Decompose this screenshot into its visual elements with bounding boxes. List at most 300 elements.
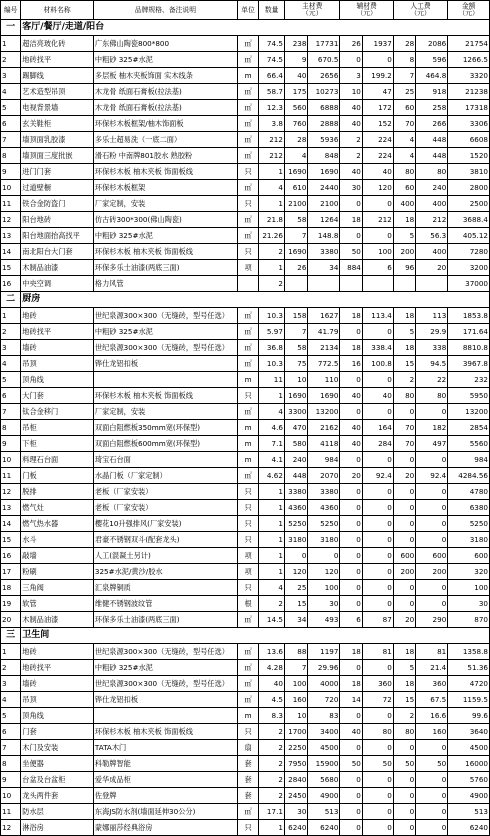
table-cell: 30: [340, 180, 362, 196]
table-cell: 0: [362, 404, 393, 420]
table-cell: 6888: [308, 100, 340, 116]
table-cell: 18: [1, 580, 21, 596]
table-cell: ㎡: [237, 36, 258, 52]
table-cell: 20: [393, 612, 415, 628]
table-cell: 阳台地砖: [21, 212, 94, 228]
table-cell: 200: [416, 564, 448, 580]
table-cell: 吊顶: [21, 692, 94, 708]
table-cell: 11: [259, 372, 285, 388]
table-cell: 18: [340, 676, 362, 692]
table-cell: 360: [362, 676, 393, 692]
table-cell: 0: [340, 372, 362, 388]
table-cell: 4: [1, 692, 21, 708]
table-cell: 扇: [237, 740, 258, 756]
table-cell: 760: [284, 116, 307, 132]
table-cell: 81: [416, 644, 448, 660]
table-cell: 0: [416, 500, 448, 516]
table-cell: 3380: [308, 484, 340, 500]
table-cell: 粉刷: [21, 564, 94, 580]
table-cell: 0: [416, 484, 448, 500]
table-cell: 58.7: [259, 84, 285, 100]
table-cell: 5950: [448, 388, 490, 404]
table-row: [1, 708, 490, 724]
table-cell: 坐便器: [21, 756, 94, 772]
table-cell: 0: [416, 772, 448, 788]
table-cell: 0: [362, 596, 393, 612]
table-cell: 5680: [308, 772, 340, 788]
table-cell: 2: [259, 724, 285, 740]
table-cell: 360: [416, 676, 448, 692]
table-cell: 0: [393, 740, 415, 756]
table-cell: 60: [393, 100, 415, 116]
table-cell: 只: [237, 196, 258, 212]
table-cell: 2: [259, 772, 285, 788]
table-cell: 7: [284, 660, 307, 676]
table-cell: ㎡: [237, 84, 258, 100]
table-cell: 吊柜: [21, 420, 94, 436]
table-cell: 56.3: [416, 228, 448, 244]
table-cell: 199.2: [362, 68, 393, 84]
table-cell: 596: [416, 52, 448, 68]
table-cell: 338: [416, 340, 448, 356]
table-cell: 40: [340, 420, 362, 436]
table-cell: 47: [362, 84, 393, 100]
table-cell: 17731: [308, 36, 340, 52]
table-cell: 984: [448, 452, 490, 468]
table-cell: 6380: [448, 500, 490, 516]
table-cell: 258: [416, 100, 448, 116]
table-cell: 200: [393, 244, 415, 260]
table-cell: 984: [308, 452, 340, 468]
table-cell: 497: [416, 436, 448, 452]
table-body: [1, 20, 490, 836]
table-row: [1, 532, 490, 548]
table-cell: 0: [284, 548, 307, 564]
table-cell: 870: [448, 612, 490, 628]
table-cell: 2: [1, 324, 21, 340]
table-cell: 0: [362, 788, 393, 804]
table-row: [1, 68, 490, 84]
table-cell: 3380: [284, 484, 307, 500]
table-cell: ㎡: [237, 324, 258, 340]
table-cell: 4900: [448, 788, 490, 804]
table-cell: 7: [284, 324, 307, 340]
table-cell: 中粗砂 325#水泥: [93, 228, 237, 244]
table-row: [1, 788, 490, 804]
table-cell: 1358.8: [448, 644, 490, 660]
table-cell: 152: [362, 116, 393, 132]
table-cell: 0: [340, 452, 362, 468]
table-cell: 套: [237, 772, 258, 788]
table-cell: 0: [416, 516, 448, 532]
table-cell: 18: [393, 308, 415, 324]
table-cell: 0: [416, 820, 448, 836]
table-cell: 环保杉木板 柚木夹板 饰面板线: [93, 164, 237, 180]
table-row: [1, 164, 490, 180]
table-cell: 81: [362, 644, 393, 660]
table-cell: 3320: [448, 68, 490, 84]
table-cell: 17318: [448, 100, 490, 116]
table-cell: 3.8: [259, 116, 285, 132]
table-cell: 铧仕龙铝扣板: [93, 356, 237, 372]
table-cell: 12: [1, 820, 21, 836]
table-cell: 13200: [448, 404, 490, 420]
table-cell: 顶角线: [21, 708, 94, 724]
table-cell: 13: [1, 500, 21, 516]
table-cell: 29.9: [416, 324, 448, 340]
table-cell: 过道壁橱: [21, 180, 94, 196]
table-row: [1, 132, 490, 148]
table-cell: 212: [259, 148, 285, 164]
table-cell: 1: [259, 548, 285, 564]
table-cell: m: [237, 452, 258, 468]
table-cell: 2: [259, 756, 285, 772]
table-cell: 15: [393, 356, 415, 372]
table-cell: 9: [1, 772, 21, 788]
table-cell: 环保杉木板 柚木夹板 饰面板线: [93, 724, 237, 740]
table-cell: 30: [284, 804, 307, 820]
table-cell: ㎡: [237, 116, 258, 132]
table-row: [1, 676, 490, 692]
table-cell: 30: [308, 596, 340, 612]
table-cell: 560: [284, 100, 307, 116]
table-cell: 100: [308, 580, 340, 596]
table-cell: TATA木门: [93, 740, 237, 756]
table-cell: 世纪泉源300×300（无缝砖，型号任选）: [93, 644, 237, 660]
table-row: [1, 244, 490, 260]
table-cell: 0: [340, 804, 362, 820]
table-cell: 41.79: [308, 324, 340, 340]
table-cell: 4: [259, 180, 285, 196]
table-cell: 26: [284, 260, 307, 276]
table-cell: 5: [1, 372, 21, 388]
table-cell: 50: [416, 756, 448, 772]
table-cell: 墙顶面三度批嵌: [21, 148, 94, 164]
table-cell: 610: [284, 180, 307, 196]
table-cell: 0: [340, 228, 362, 244]
table-cell: 0: [362, 564, 393, 580]
table-cell: 中央空调: [21, 276, 94, 292]
header-row: [1, 1, 490, 20]
table-cell: 1: [259, 564, 285, 580]
table-cell: 21238: [448, 84, 490, 100]
table-cell: 17: [1, 564, 21, 580]
table-cell: 50: [340, 244, 362, 260]
table-cell: 3: [1, 68, 21, 84]
table-row: [1, 724, 490, 740]
table-cell: 多乐士超易洗（一底二面）: [93, 132, 237, 148]
table-cell: 阳台地面抬高找平: [21, 228, 94, 244]
table-cell: 70: [393, 116, 415, 132]
table-cell: 汇泉牌铜质: [93, 580, 237, 596]
table-cell: 100: [284, 676, 307, 692]
table-cell: 3306: [448, 116, 490, 132]
table-cell: 15: [284, 596, 307, 612]
table-cell: 470: [284, 420, 307, 436]
table-cell: 40: [340, 116, 362, 132]
table-cell: 0: [416, 740, 448, 756]
table-cell: 8: [1, 420, 21, 436]
table-cell: 3180: [308, 532, 340, 548]
table-row: [1, 36, 490, 52]
table-cell: 下柜: [21, 436, 94, 452]
table-cell: 0: [362, 516, 393, 532]
table-cell: 樱花10升强排风(厂家安装): [93, 516, 237, 532]
table-cell: 2100: [308, 196, 340, 212]
table-cell: 广东佛山陶瓷800*800: [93, 36, 237, 52]
table-cell: 5936: [308, 132, 340, 148]
section-title: 厨房: [21, 292, 490, 308]
table-cell: 吊顶: [21, 356, 94, 372]
table-cell: 3: [1, 340, 21, 356]
table-cell: m: [237, 436, 258, 452]
table-cell: 10: [1, 180, 21, 196]
table-cell: 敲墙: [21, 548, 94, 564]
table-cell: 2500: [448, 196, 490, 212]
table-cell: 木龙骨 纸面石膏板(拉法基): [93, 100, 237, 116]
table-row: [1, 404, 490, 420]
table-cell: 2450: [284, 788, 307, 804]
table-cell: 4360: [284, 500, 307, 516]
table-row: [1, 644, 490, 660]
table-cell: 1: [259, 260, 285, 276]
table-cell: 80: [416, 388, 448, 404]
table-row: [1, 500, 490, 516]
table-cell: 6608: [448, 132, 490, 148]
table-cell: m: [237, 420, 258, 436]
table-cell: 40: [284, 68, 307, 84]
table-cell: 2: [259, 788, 285, 804]
table-cell: 320: [448, 564, 490, 580]
table-cell: ㎡: [237, 340, 258, 356]
table-cell: [393, 276, 415, 292]
col-qty: 数量: [259, 1, 285, 20]
table-cell: 1: [259, 164, 285, 180]
table-cell: 12: [1, 212, 21, 228]
table-cell: 地砖: [21, 644, 94, 660]
table-cell: 50: [362, 756, 393, 772]
table-cell: 7: [1, 740, 21, 756]
table-row: [1, 260, 490, 276]
table-cell: 1: [259, 532, 285, 548]
table-cell: m: [237, 68, 258, 84]
table-cell: 9: [1, 164, 21, 180]
section-number: 二: [1, 292, 21, 308]
table-cell: 地砖找平: [21, 52, 94, 68]
table-cell: 1: [259, 500, 285, 516]
table-cell: 0: [340, 772, 362, 788]
table-cell: 0: [393, 772, 415, 788]
table-cell: 只: [237, 724, 258, 740]
table-cell: 中粗砂 325#水泥: [93, 52, 237, 68]
table-cell: 0: [340, 564, 362, 580]
table-cell: 5: [393, 660, 415, 676]
table-cell: 2: [340, 148, 362, 164]
table-cell: 木门及安装: [21, 740, 94, 756]
table-cell: 0: [340, 580, 362, 596]
table-cell: 40: [362, 388, 393, 404]
table-cell: 120: [284, 564, 307, 580]
table-cell: 只: [237, 388, 258, 404]
table-cell: 0: [416, 788, 448, 804]
table-cell: 37000: [448, 276, 490, 292]
table-cell: 224: [362, 148, 393, 164]
col-num: 编号: [1, 1, 21, 20]
table-cell: 110: [308, 372, 340, 388]
table-cell: 113: [416, 308, 448, 324]
table-cell: 大门套: [21, 388, 94, 404]
table-cell: 0: [416, 596, 448, 612]
table-cell: 405.12: [448, 228, 490, 244]
table-cell: 100: [362, 244, 393, 260]
table-cell: 1: [259, 196, 285, 212]
table-cell: 0: [393, 516, 415, 532]
table-cell: 4: [393, 148, 415, 164]
table-cell: 1: [259, 516, 285, 532]
table-cell: ㎡: [237, 404, 258, 420]
table-cell: 19: [1, 596, 21, 612]
table-cell: 0: [416, 452, 448, 468]
table-cell: 0: [362, 580, 393, 596]
table-cell: 滑石粉 中南牌801胶水 熟胶粉: [93, 148, 237, 164]
table-cell: 10.3: [259, 356, 285, 372]
table-cell: 1937: [362, 36, 393, 52]
table-cell: 2: [259, 596, 285, 612]
table-cell: 0: [340, 52, 362, 68]
table-cell: 6: [1, 116, 21, 132]
table-cell: ㎡: [237, 180, 258, 196]
table-cell: 158: [284, 308, 307, 324]
table-cell: 项: [237, 548, 258, 564]
table-cell: ㎡: [237, 356, 258, 372]
table-cell: 6: [362, 260, 393, 276]
table-cell: 木制品油漆: [21, 612, 94, 628]
table-row: [1, 612, 490, 628]
table-row: [1, 100, 490, 116]
table-cell: 1: [259, 820, 285, 836]
table-row: [1, 564, 490, 580]
table-cell: 70: [393, 420, 415, 436]
table-cell: 2656: [308, 68, 340, 84]
table-cell: 16: [1, 548, 21, 564]
table-cell: 72: [362, 692, 393, 708]
table-cell: 772.5: [308, 356, 340, 372]
table-cell: 0: [362, 372, 393, 388]
table-cell: 10: [284, 372, 307, 388]
table-cell: 9: [284, 52, 307, 68]
table-cell: 16000: [448, 756, 490, 772]
table-cell: 木制品油漆: [21, 260, 94, 276]
table-cell: 0: [340, 484, 362, 500]
table-cell: 4: [393, 132, 415, 148]
table-cell: 2100: [284, 196, 307, 212]
table-cell: 环保杉木板框架: [93, 180, 237, 196]
table-cell: 99.6: [448, 708, 490, 724]
table-cell: 18: [340, 644, 362, 660]
table-cell: 30: [448, 596, 490, 612]
table-cell: 1690: [308, 164, 340, 180]
table-cell: 厂家定制，安装: [93, 196, 237, 212]
table-cell: 175: [284, 84, 307, 100]
table-cell: 40: [340, 164, 362, 180]
table-cell: 4: [284, 148, 307, 164]
table-cell: 2250: [284, 740, 307, 756]
table-cell: 22: [416, 372, 448, 388]
table-cell: 7280: [448, 244, 490, 260]
table-cell: 513: [448, 804, 490, 820]
table-cell: 8810.8: [448, 340, 490, 356]
table-cell: 0: [340, 596, 362, 612]
table-cell: 2840: [284, 772, 307, 788]
table-cell: 5250: [284, 516, 307, 532]
table-cell: 墙砖: [21, 676, 94, 692]
table-cell: 3400: [308, 724, 340, 740]
table-cell: 5250: [448, 516, 490, 532]
table-cell: 10: [340, 84, 362, 100]
table-cell: 21754: [448, 36, 490, 52]
table-cell: 老板（厂家安装）: [93, 500, 237, 516]
table-cell: 0: [340, 500, 362, 516]
table-cell: 172: [362, 100, 393, 116]
table-cell: 284: [362, 436, 393, 452]
table-cell: 4.6: [259, 420, 285, 436]
table-cell: 地砖找平: [21, 324, 94, 340]
table-cell: 淋浴房: [21, 820, 94, 836]
table-cell: 0: [393, 532, 415, 548]
table-row: [1, 324, 490, 340]
table-cell: 1: [259, 484, 285, 500]
table-cell: 3: [340, 68, 362, 84]
table-cell: 燃气灶: [21, 500, 94, 516]
col-brand: 品牌规格、备注说明: [93, 1, 237, 20]
table-cell: 科勒牌智能: [93, 756, 237, 772]
table-cell: 0: [393, 580, 415, 596]
table-cell: 87: [362, 612, 393, 628]
table-row: [1, 692, 490, 708]
table-cell: 74.5: [259, 52, 285, 68]
section-header: [1, 20, 490, 36]
table-cell: 0: [340, 788, 362, 804]
table-cell: 92.4: [362, 468, 393, 484]
table-cell: 台盆及台盆柜: [21, 772, 94, 788]
table-cell: 80: [393, 724, 415, 740]
table-row: [1, 228, 490, 244]
table-row: [1, 484, 490, 500]
table-cell: 钛合金移门: [21, 404, 94, 420]
table-cell: 1197: [308, 644, 340, 660]
table-cell: 1: [1, 308, 21, 324]
table-cell: 0: [393, 452, 415, 468]
table-row: [1, 436, 490, 452]
section-title: 客厅/餐厅/走道/阳台: [21, 20, 490, 36]
table-cell: 29.96: [308, 660, 340, 676]
table-cell: 600: [448, 548, 490, 564]
table-row: [1, 820, 490, 836]
table-cell: 400: [393, 196, 415, 212]
table-cell: 4900: [308, 788, 340, 804]
table-cell: 5250: [308, 516, 340, 532]
table-cell: ㎡: [237, 692, 258, 708]
table-cell: 40: [340, 724, 362, 740]
table-cell: 88: [284, 644, 307, 660]
table-cell: 600: [393, 548, 415, 564]
table-cell: 套: [237, 788, 258, 804]
table-cell: 5: [1, 708, 21, 724]
table-cell: 项: [237, 564, 258, 580]
table-cell: 2: [393, 372, 415, 388]
table-cell: 3180: [284, 532, 307, 548]
table-cell: 720: [308, 692, 340, 708]
